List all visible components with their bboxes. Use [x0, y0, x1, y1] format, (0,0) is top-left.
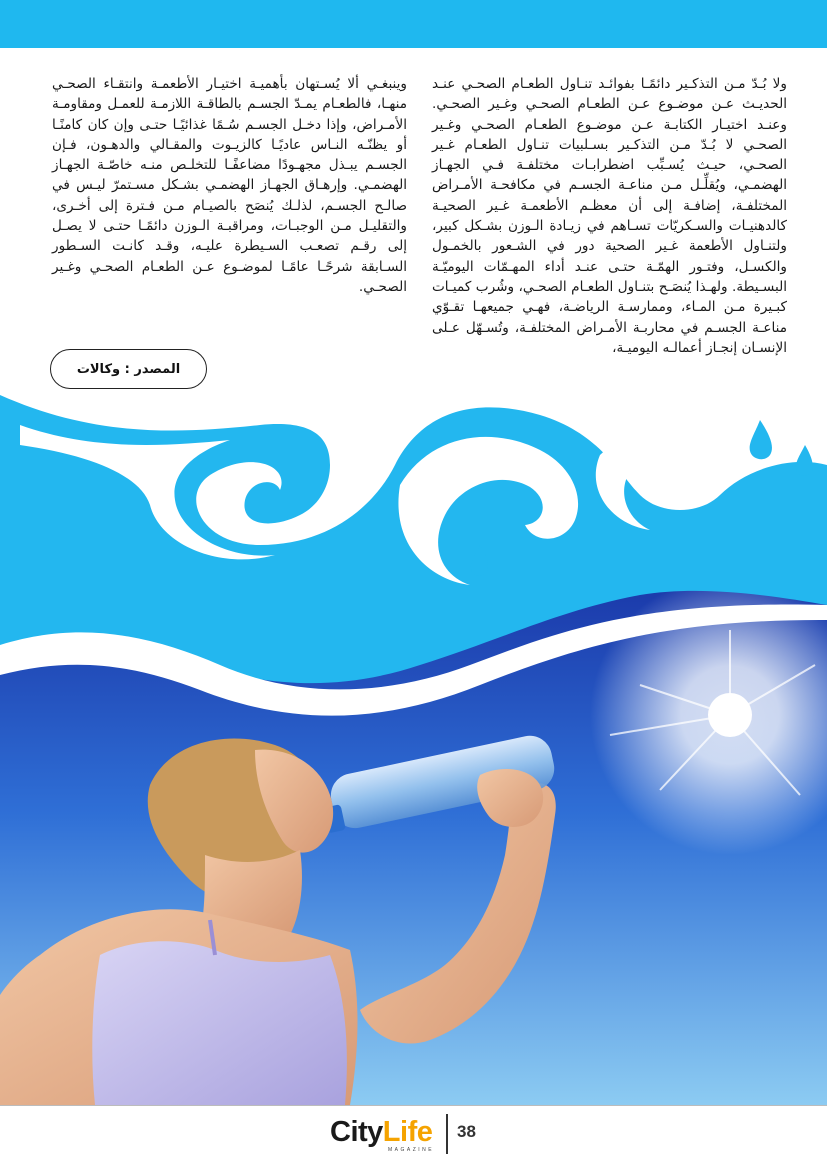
footer-divider [446, 1114, 448, 1154]
article-column-right: ولا بُـدّ مـن التذكـير دائمًـا بفوائـد تنـاول الطعـام الصحـي عنـد الحديـث عـن موضـوع عـن الطعـام الصحـي وغـير الصحـي. وعنـد اختيـار الكتابـة عـن موضـوع الطعـام الصحـي وغـير الصحـي لا بُـدّ مـن التذكـير بسـلبيات تنـاول الطعـام غـير الصحـي، حيـث يُسـبِّب اضطرابـات مختلفـة فـي الجهـاز الهضمـي، ويُقلِّـل مـن مناعـة الجسـم في مكافحـة الأمـراض المختلفـة، إضافـة إلى أن معظـم الأطعمـة غـير الصحيـة كالدهنيـات والسـكريّات تسـاهم في زيـادة الـوزن بشـكل كبير، ولتنـاول الأطعمة غـير الصحية دور في الشـعور بالخمـول والكسـل، وفتـور الهمّـة حتـى عنـد أداء المهـمّات اليوميّـة البسـيطة. ولهـذا يُنصَـح بتنـاول الطعـام الصحـي، وشُرب كميـات كبـيرة مـن المـاء، وممارسـة الرياضـة، فهـي جميعهـا تقـوّي مناعـة الجسـم في محاربـة الأمـراض المختلفـة، وتُسـهّل عـلى الإنسـان إنجـاز أعمالـه اليوميـة، [432, 76, 787, 356]
logo-city: City [330, 1116, 383, 1148]
water-drop-1 [750, 420, 772, 459]
source-badge [50, 349, 207, 389]
article-column-left: وينبغـي ألا يُسـتهان بأهميـة اختيـار الأطعمـة وانتقـاء الصحـي منهـا، فالطعـام يمـدّ الجسـم بالطاقـة اللازمـة للعمـل ومقاومـة الأمـراض، وإذا دخـل الجسـم سُـمًا غذائيًـا حتـى وإن كان كامنًـا أو يظنّـه النـاس عاديًـا كالزيـوت والمقـالي والدهـون، فـإن الجسـم يبـذل مجهـودًا مضاعفًـا للتخلـص منـه خاصّـة الجهـاز الهضمـي. وإرهـاق الجهـاز الهضمـي بشـكل مسـتمرّ ليـس في صالـح الجسـم، لذلـك يُنصَح بالصيـام مـن فـترة إلى أخـرى، والتقليـل مـن الوجبـات، ومراقبـة الـوزن دائمًـا حتـى لا يصـل إلى رقـم تصعـب السـيطرة عليـه، وقـد كانـت السـطور السـابقة شرحًـا عامًـا لموضـوع عـن الطعـام الصحـي وغـير الصحـي. [52, 76, 407, 295]
water-drop-2 [796, 445, 813, 476]
top-color-band [0, 0, 827, 48]
logo-subtitle: MAGAZINE [388, 1147, 435, 1153]
logo-life: Life [382, 1116, 433, 1148]
footer [0, 1105, 827, 1170]
source-label: المصدر : وكالات [76, 361, 181, 377]
page-number: 38 [457, 1122, 476, 1141]
hero-illustration [0, 395, 827, 1105]
woman-top [92, 941, 347, 1105]
